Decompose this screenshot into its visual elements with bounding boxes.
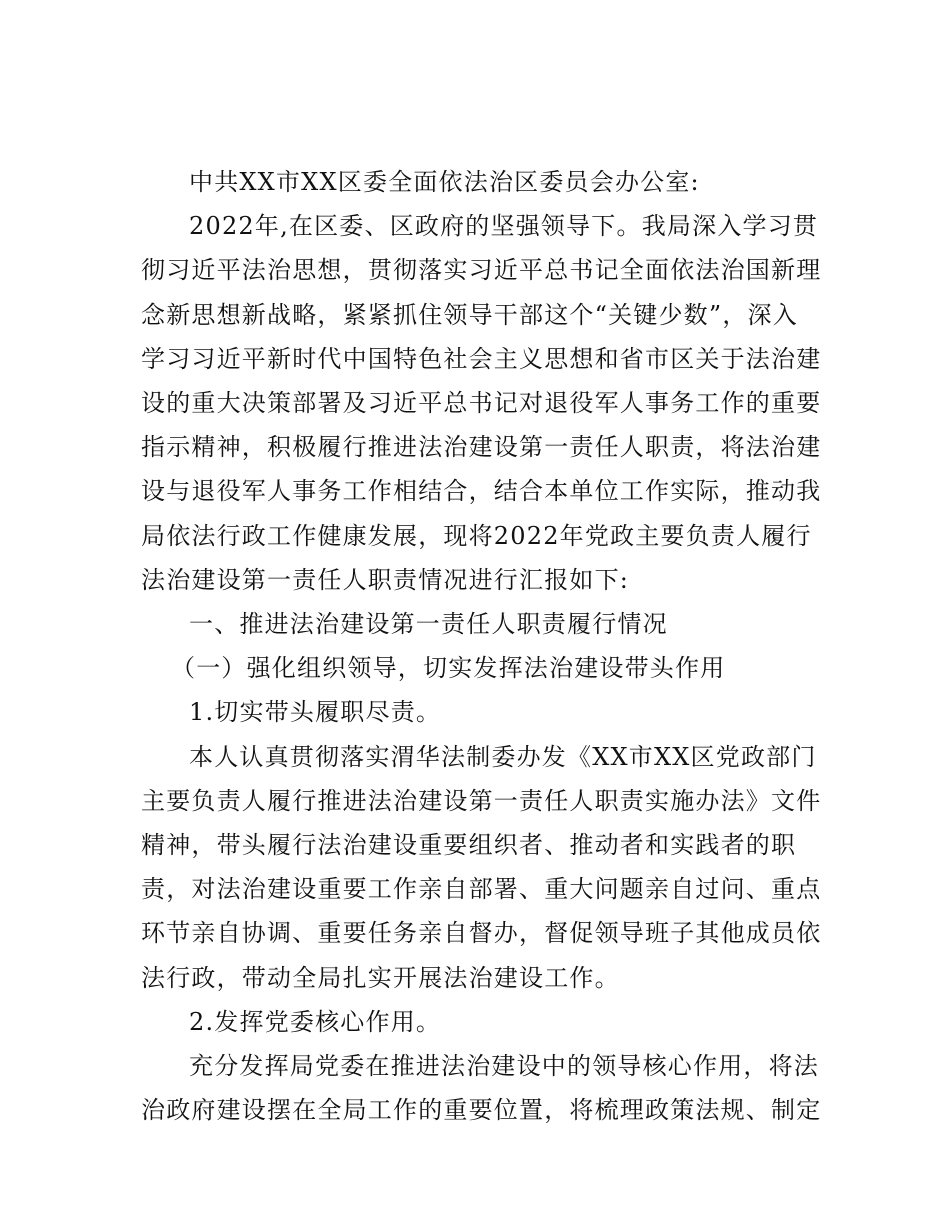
item-heading: 2.发挥党委核心作用。 xyxy=(189,1007,442,1036)
intro-line: 设的重大决策部署及习近平总书记对退役军人事务工作的重要 xyxy=(141,389,822,418)
document-body xyxy=(141,160,822,1132)
item1-paragraph xyxy=(141,735,822,1000)
intro-line: 设与退役军人事务工作相结合，结合本单位工作实际，推动我 xyxy=(141,477,822,506)
intro-line: 2022年,在区委、区政府的坚强领导下。我局深入学习贯 xyxy=(189,212,819,241)
intro-line: 局依法行政工作健康发展，现将2022年党政主要负责人履行 xyxy=(141,521,812,550)
item1-line: 主要负责人履行推进法治建设第一责任人职责实施办法》文件 xyxy=(141,786,822,815)
item2-line: 治政府建设摆在全局工作的重要位置，将梳理政策法规、制定 xyxy=(141,1096,822,1125)
intro-line: 彻习近平法治思想，贯彻落实习近平总书记全面依法治国新理 xyxy=(141,256,822,285)
item1-line: 法行政，带动全局扎实开展法治建设工作。 xyxy=(141,963,620,992)
item1-line: 精神，带头履行法治建设重要组织者、推动者和实践者的职 xyxy=(141,831,797,860)
section-heading: 一、推进法治建设第一责任人职责履行情况 xyxy=(189,610,668,639)
intro-line: 法治建设第一责任人职责情况进行汇报如下: xyxy=(141,565,630,594)
item2-line: 充分发挥局党委在推进法治建设中的领导核心作用，将法 xyxy=(189,1052,819,1081)
intro-line: 念新思想新战略，紧紧抓住领导干部这个“关键少数”，深入 xyxy=(141,300,798,329)
salutation: 中共XX市XX区委全面依法治区委员会办公室: xyxy=(189,168,700,196)
intro-line: 指示精神，积极履行推进法治建设第一责任人职责，将法治建 xyxy=(141,433,822,462)
item1-line: 责，对法治建设重要工作亲自部署、重大问题亲自过问、重点 xyxy=(141,875,822,904)
item-heading: 1.切实带头履职尽责。 xyxy=(189,698,442,727)
item1-line: 本人认真贯彻落实渭华法制委办发《XX市XX区党政部门 xyxy=(189,742,817,771)
item2-paragraph xyxy=(141,1044,822,1132)
intro-paragraph xyxy=(141,204,822,602)
subsection-heading: （一）强化组织领导，切实发挥法治建设带头作用 xyxy=(171,654,726,683)
item1-line: 环节亲自协调、重要任务亲自督办，督促领导班子其他成员依 xyxy=(141,919,822,948)
intro-line: 学习习近平新时代中国特色社会主义思想和省市区关于法治建 xyxy=(141,344,822,373)
